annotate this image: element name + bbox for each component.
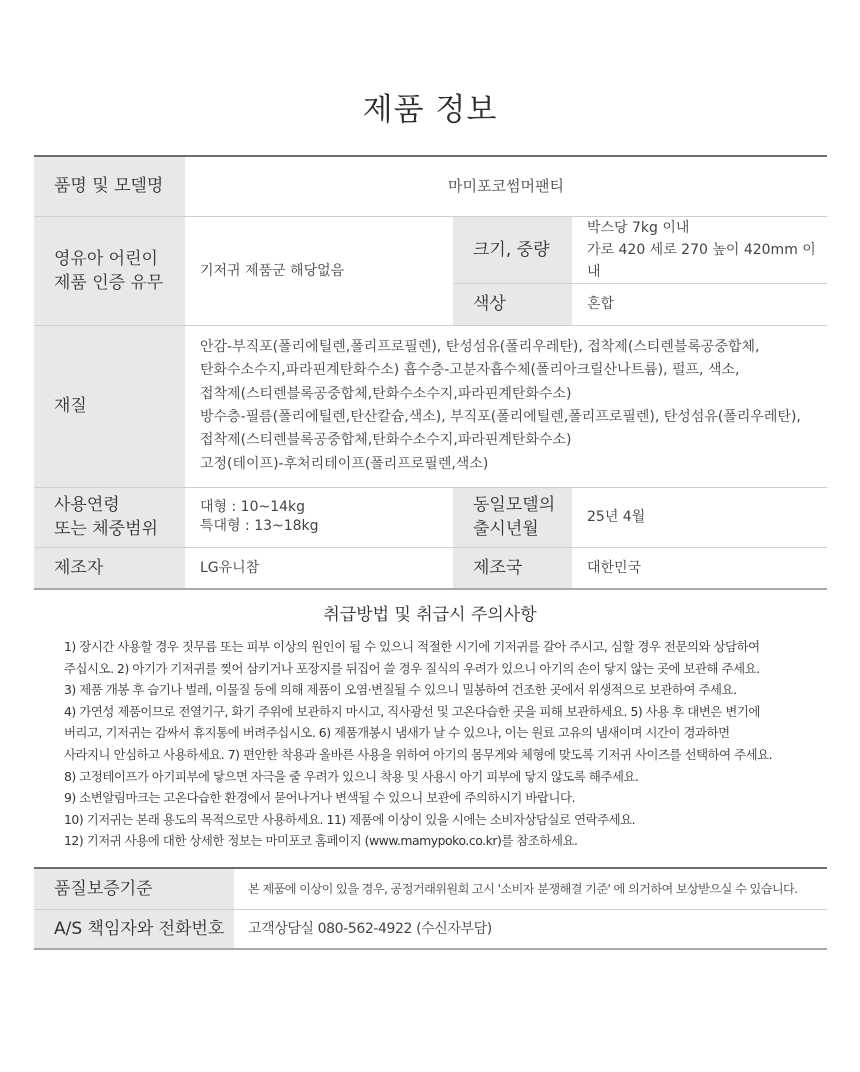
color-value: 혼합 [587, 296, 615, 312]
cert-label-line: 영유아 어린이 [54, 248, 158, 269]
age-label-line: 또는 체중범위 [54, 519, 158, 539]
age-value-line: 대형 : 10~14kg [200, 499, 306, 515]
cert-label [34, 216, 185, 325]
material-line: 탄화수소수지,파라핀계탄화수소) 흡수층-고분자흡수체(폴리아크릴산나트륨), 펄프, 색소, [200, 362, 740, 379]
row-quality [34, 868, 827, 909]
product-name-value: 마미포코썸머팬티 [448, 177, 564, 196]
country-value: 대한민국 [587, 559, 642, 576]
release-label-line: 동일모델의 [473, 495, 556, 515]
release-label-line: 출시년월 [473, 519, 539, 539]
row-as [34, 909, 827, 949]
row-maker-country [34, 547, 827, 589]
product-name-label: 품명 및 모델명 [34, 156, 185, 216]
warranty-table [34, 867, 827, 950]
handling-line: 10) 기저귀는 본래 용도의 목적으로만 사용하세요. 11) 제품에 이상이 있을 시에는 소비자상담실로 연락주세요. [64, 811, 636, 827]
size-value-line: 박스당 7kg 이내 [587, 219, 690, 236]
quality-label: 품질보증기준 [34, 868, 234, 909]
material-line: 접착제(스티렌블록공중합체,탄화수소수지,파라핀계탄화수소) [200, 385, 572, 402]
handling-line: 9) 소변알림마크는 고온다습한 환경에서 묻어나거나 변색될 수 있으니 보관에 주의하시기 바랍니다. [64, 790, 575, 806]
row-cert-size [34, 216, 827, 283]
handling-line: 3) 제품 개봉 후 습기나 벌레, 이물질 등에 의해 제품이 오염·변질될 수 있으니 밀봉하여 건조한 곳에서 위생적으로 보관하여 주세요. [64, 682, 737, 698]
as-value: 고객상담실 080-562-4922 (수신자부담) [248, 920, 492, 937]
handling-line: 사라지니 안심하고 사용하세요. 7) 편안한 착용과 올바른 사용을 위하여 아기의 몸무게와 체형에 맞도록 기저귀 사이즈를 선택하여 주세요. [64, 746, 773, 762]
material-line: 접착제(스티렌블록공중합체,탄화수소수지,파라핀계탄화수소) [200, 432, 572, 449]
handling-notes [64, 636, 824, 852]
page-title: 제품 정보 [362, 92, 498, 128]
handling-line: 8) 고정테이프가 아기피부에 닿으면 자극을 줄 우려가 있으니 착용 및 사용시 아기 피부에 닿지 않도록 해주세요. [64, 768, 639, 784]
size-label: 크기, 중량 [453, 216, 572, 283]
age-label-line: 사용연령 [54, 495, 120, 515]
quality-value: 본 제품에 이상이 있을 경우, 공정거래위원회 고시 '소비자 분쟁해결 기준' 에 의거하여 보상받으실 수 있습니다. [248, 881, 798, 896]
handling-title: 취급방법 및 취급시 주의사항 [323, 605, 537, 625]
maker-label: 제조자 [34, 547, 185, 589]
row-product-name [34, 156, 827, 216]
handling-line: 12) 기저귀 사용에 대한 상세한 정보는 마미포코 홈페이지 (www.mamypoko.co.kr)를 참조하세요. [64, 833, 578, 849]
color-label: 색상 [453, 283, 572, 325]
row-material [34, 325, 827, 487]
size-value [572, 216, 827, 283]
release-label [453, 487, 572, 547]
release-value: 25년 4월 [587, 509, 646, 525]
handling-line: 주십시오. 2) 아기가 기저귀를 찢어 삼키거나 포장지를 뒤집어 쓸 경우 질식의 우려가 있으니 아기의 손이 닿지 않는 곳에 보관해 주세요. [64, 660, 760, 676]
product-info-table [34, 155, 827, 590]
maker-value: LG유니참 [200, 559, 260, 576]
material-value [185, 325, 827, 487]
country-label: 제조국 [453, 547, 572, 589]
material-label: 재질 [34, 325, 185, 487]
material-line: 고정(테이프)-후처리테이프(폴리프로필렌,색소) [200, 455, 489, 472]
age-value-line: 특대형 : 13~18kg [200, 518, 319, 534]
age-value [185, 487, 453, 547]
cert-label-line: 제품 인증 유무 [54, 272, 164, 293]
handling-line: 버리고, 기저귀는 감싸서 휴지통에 버려주십시오. 6) 제품개봉시 냄새가 날 수 있으나, 이는 원료 고유의 냄새이며 시간이 경과하면 [64, 725, 730, 741]
handling-line: 4) 가연성 제품이므로 전열기구, 화기 주위에 보관하지 마시고, 직사광선 및 고온다습한 곳을 피해 보관하세요. 5) 사용 후 대변은 변기에 [64, 703, 760, 719]
as-label: A/S 책임자와 전화번호 [34, 909, 234, 949]
row-age-release [34, 487, 827, 547]
age-label [34, 487, 185, 547]
handling-line: 1) 장시간 사용할 경우 짓무름 또는 피부 이상의 원인이 될 수 있으니 적절한 시기에 기저귀를 갈아 주시고, 심할 경우 전문의와 상담하여 [64, 639, 760, 654]
size-value-line: 가로 420 세로 270 높이 420mm 이내 [587, 241, 816, 280]
material-line: 방수층-필름(폴리에틸렌,탄산칼슘,색소), 부직포(폴리에틸렌,폴리프로필렌), 탄성섬유(폴리우레탄), [200, 409, 801, 425]
material-line: 안감-부직포(폴리에틸렌,폴리프로필렌), 탄성섬유(폴리우레탄), 접착제(스티렌블록공중합체, [200, 338, 760, 355]
cert-value: 기저귀 제품군 해당없음 [200, 262, 345, 279]
